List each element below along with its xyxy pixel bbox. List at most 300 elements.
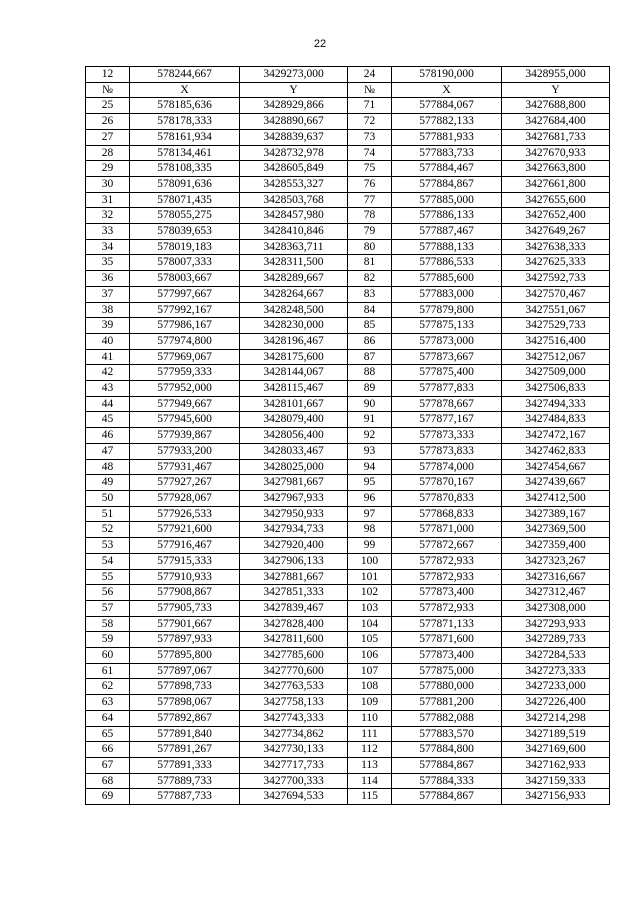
point-number-cell: 26 <box>86 114 130 130</box>
y-coordinate-cell: 3427649,267 <box>502 224 610 240</box>
point-number-cell: 29 <box>86 161 130 177</box>
y-coordinate-cell: 3427785,600 <box>240 648 348 664</box>
y-coordinate-cell: 3428056,400 <box>240 428 348 444</box>
table-row <box>86 632 610 648</box>
y-coordinate-cell: 3427625,333 <box>502 255 610 271</box>
point-number-cell: 44 <box>86 396 130 412</box>
point-number-cell: 48 <box>86 459 130 475</box>
x-coordinate-cell: 577931,467 <box>130 459 240 475</box>
point-number-cell: 54 <box>86 553 130 569</box>
x-coordinate-cell: 577870,167 <box>392 475 502 491</box>
table-row <box>86 396 610 412</box>
table-row <box>86 239 610 255</box>
x-coordinate-cell: 577910,933 <box>130 569 240 585</box>
point-number-cell: 85 <box>348 318 392 334</box>
point-number-cell: 104 <box>348 616 392 632</box>
y-coordinate-cell: 3427967,933 <box>240 490 348 506</box>
table-row <box>86 600 610 616</box>
x-coordinate-cell: 577969,067 <box>130 349 240 365</box>
y-coordinate-cell: 3427226,400 <box>502 695 610 711</box>
point-number-cell: 59 <box>86 632 130 648</box>
point-number-cell: 78 <box>348 208 392 224</box>
table-row <box>86 522 610 538</box>
y-coordinate-cell: 3427273,333 <box>502 663 610 679</box>
point-number-cell: 96 <box>348 490 392 506</box>
y-coordinate-cell: 3427661,800 <box>502 176 610 192</box>
y-coordinate-cell: 3427694,533 <box>240 789 348 805</box>
x-coordinate-cell: 577875,000 <box>392 663 502 679</box>
x-coordinate-cell: 577881,933 <box>392 129 502 145</box>
point-number-cell: 40 <box>86 333 130 349</box>
point-number-cell: 102 <box>348 585 392 601</box>
point-number-cell: 105 <box>348 632 392 648</box>
y-coordinate-cell: 3427592,733 <box>502 271 610 287</box>
table-row <box>86 161 610 177</box>
x-coordinate-cell: 577877,833 <box>392 381 502 397</box>
y-coordinate-cell: 3427308,000 <box>502 600 610 616</box>
x-coordinate-cell: 577926,533 <box>130 506 240 522</box>
x-coordinate-cell: 577898,067 <box>130 695 240 711</box>
point-number-cell: 79 <box>348 224 392 240</box>
y-coordinate-cell: 3427638,333 <box>502 239 610 255</box>
column-header-number: № <box>348 82 392 98</box>
point-number-cell: 107 <box>348 663 392 679</box>
y-coordinate-cell: 3428890,667 <box>240 114 348 130</box>
point-number-cell: 38 <box>86 302 130 318</box>
x-coordinate-cell: 577883,733 <box>392 145 502 161</box>
table-row <box>86 192 610 208</box>
x-coordinate-cell: 577898,733 <box>130 679 240 695</box>
y-coordinate-cell: 3427484,833 <box>502 412 610 428</box>
y-coordinate-cell: 3427652,400 <box>502 208 610 224</box>
point-number-cell: 58 <box>86 616 130 632</box>
point-number-cell: 64 <box>86 710 130 726</box>
table-row <box>86 176 610 192</box>
table-row <box>86 302 610 318</box>
y-coordinate-cell: 3427284,533 <box>502 648 610 664</box>
x-coordinate-cell: 577873,000 <box>392 333 502 349</box>
y-coordinate-cell: 3427763,533 <box>240 679 348 695</box>
point-number-cell: 93 <box>348 443 392 459</box>
y-coordinate-cell: 3428115,467 <box>240 381 348 397</box>
table-row <box>86 648 610 664</box>
y-coordinate-cell: 3427670,933 <box>502 145 610 161</box>
x-coordinate-cell: 577884,867 <box>392 789 502 805</box>
x-coordinate-cell: 578039,653 <box>130 224 240 240</box>
table-row <box>86 789 610 805</box>
x-coordinate-cell: 577891,333 <box>130 757 240 773</box>
column-header-y: Y <box>240 82 348 98</box>
y-coordinate-cell: 3428101,667 <box>240 396 348 412</box>
point-number-cell: 49 <box>86 475 130 491</box>
x-coordinate-cell: 578134,461 <box>130 145 240 161</box>
y-coordinate-cell: 3427881,667 <box>240 569 348 585</box>
x-coordinate-cell: 577871,133 <box>392 616 502 632</box>
point-number-cell: 92 <box>348 428 392 444</box>
point-number-cell: 32 <box>86 208 130 224</box>
point-number-cell: 91 <box>348 412 392 428</box>
point-number-cell: 82 <box>348 271 392 287</box>
x-coordinate-cell: 577881,200 <box>392 695 502 711</box>
point-number-cell: 72 <box>348 114 392 130</box>
point-number-cell: 90 <box>348 396 392 412</box>
table-row <box>86 616 610 632</box>
x-coordinate-cell: 577949,667 <box>130 396 240 412</box>
x-coordinate-cell: 577884,867 <box>392 176 502 192</box>
table-row <box>86 553 610 569</box>
point-number-cell: 67 <box>86 757 130 773</box>
point-number-cell: 97 <box>348 506 392 522</box>
table-row <box>86 585 610 601</box>
point-number-cell: 73 <box>348 129 392 145</box>
point-number-cell: 27 <box>86 129 130 145</box>
y-coordinate-cell: 3428457,980 <box>240 208 348 224</box>
y-coordinate-cell: 3427950,933 <box>240 506 348 522</box>
x-coordinate-cell: 578161,934 <box>130 129 240 145</box>
y-coordinate-cell: 3428553,327 <box>240 176 348 192</box>
point-number-cell: 12 <box>86 67 130 83</box>
x-coordinate-cell: 577874,000 <box>392 459 502 475</box>
point-number-cell: 24 <box>348 67 392 83</box>
point-number-cell: 80 <box>348 239 392 255</box>
y-coordinate-cell: 3427688,800 <box>502 98 610 114</box>
table-row <box>86 271 610 287</box>
y-coordinate-cell: 3427770,600 <box>240 663 348 679</box>
table-row <box>86 459 610 475</box>
y-coordinate-cell: 3427359,400 <box>502 538 610 554</box>
x-coordinate-cell: 577872,933 <box>392 569 502 585</box>
point-number-cell: 31 <box>86 192 130 208</box>
x-coordinate-cell: 577885,600 <box>392 271 502 287</box>
point-number-cell: 51 <box>86 506 130 522</box>
table-row <box>86 318 610 334</box>
y-coordinate-cell: 3428732,978 <box>240 145 348 161</box>
x-coordinate-cell: 577887,733 <box>130 789 240 805</box>
point-number-cell: 83 <box>348 286 392 302</box>
x-coordinate-cell: 577952,000 <box>130 381 240 397</box>
table-header-row <box>86 82 610 98</box>
y-coordinate-cell: 3428264,667 <box>240 286 348 302</box>
point-number-cell: 45 <box>86 412 130 428</box>
point-number-cell: 50 <box>86 490 130 506</box>
y-coordinate-cell: 3428839,637 <box>240 129 348 145</box>
table-row <box>86 286 610 302</box>
x-coordinate-cell: 577868,833 <box>392 506 502 522</box>
x-coordinate-cell: 577878,667 <box>392 396 502 412</box>
point-number-cell: 109 <box>348 695 392 711</box>
x-coordinate-cell: 577889,733 <box>130 773 240 789</box>
x-coordinate-cell: 577877,167 <box>392 412 502 428</box>
y-coordinate-cell: 3427169,600 <box>502 742 610 758</box>
table-row <box>86 490 610 506</box>
table-row <box>86 506 610 522</box>
y-coordinate-cell: 3427828,400 <box>240 616 348 632</box>
y-coordinate-cell: 3427700,333 <box>240 773 348 789</box>
y-coordinate-cell: 3427439,667 <box>502 475 610 491</box>
y-coordinate-cell: 3427839,467 <box>240 600 348 616</box>
x-coordinate-cell: 578185,636 <box>130 98 240 114</box>
x-coordinate-cell: 577872,933 <box>392 553 502 569</box>
y-coordinate-cell: 3428025,000 <box>240 459 348 475</box>
point-number-cell: 88 <box>348 365 392 381</box>
x-coordinate-cell: 577897,933 <box>130 632 240 648</box>
y-coordinate-cell: 3427981,667 <box>240 475 348 491</box>
x-coordinate-cell: 577879,800 <box>392 302 502 318</box>
point-number-cell: 62 <box>86 679 130 695</box>
x-coordinate-cell: 577986,167 <box>130 318 240 334</box>
x-coordinate-cell: 577891,267 <box>130 742 240 758</box>
table-row <box>86 475 610 491</box>
x-coordinate-cell: 577908,867 <box>130 585 240 601</box>
y-coordinate-cell: 3428196,467 <box>240 333 348 349</box>
table-row <box>86 145 610 161</box>
point-number-cell: 75 <box>348 161 392 177</box>
point-number-cell: 60 <box>86 648 130 664</box>
point-number-cell: 103 <box>348 600 392 616</box>
y-coordinate-cell: 3427312,467 <box>502 585 610 601</box>
y-coordinate-cell: 3427214,298 <box>502 710 610 726</box>
x-coordinate-cell: 577887,467 <box>392 224 502 240</box>
table-row <box>86 773 610 789</box>
y-coordinate-cell: 3427655,600 <box>502 192 610 208</box>
column-header-x: X <box>130 82 240 98</box>
x-coordinate-cell: 577883,000 <box>392 286 502 302</box>
x-coordinate-cell: 577891,840 <box>130 726 240 742</box>
y-coordinate-cell: 3427734,862 <box>240 726 348 742</box>
point-number-cell: 30 <box>86 176 130 192</box>
point-number-cell: 56 <box>86 585 130 601</box>
point-number-cell: 114 <box>348 773 392 789</box>
point-number-cell: 35 <box>86 255 130 271</box>
y-coordinate-cell: 3428410,846 <box>240 224 348 240</box>
point-number-cell: 25 <box>86 98 130 114</box>
x-coordinate-cell: 577884,800 <box>392 742 502 758</box>
y-coordinate-cell: 3427189,519 <box>502 726 610 742</box>
point-number-cell: 69 <box>86 789 130 805</box>
point-number-cell: 61 <box>86 663 130 679</box>
point-number-cell: 68 <box>86 773 130 789</box>
y-coordinate-cell: 3427730,133 <box>240 742 348 758</box>
table-row <box>86 381 610 397</box>
x-coordinate-cell: 577997,667 <box>130 286 240 302</box>
point-number-cell: 65 <box>86 726 130 742</box>
y-coordinate-cell: 3427717,733 <box>240 757 348 773</box>
x-coordinate-cell: 577959,333 <box>130 365 240 381</box>
x-coordinate-cell: 577895,800 <box>130 648 240 664</box>
point-number-cell: 28 <box>86 145 130 161</box>
point-number-cell: 43 <box>86 381 130 397</box>
y-coordinate-cell: 3427512,067 <box>502 349 610 365</box>
y-coordinate-cell: 3427506,833 <box>502 381 610 397</box>
x-coordinate-cell: 577905,733 <box>130 600 240 616</box>
y-coordinate-cell: 3427758,133 <box>240 695 348 711</box>
y-coordinate-cell: 3427509,000 <box>502 365 610 381</box>
x-coordinate-cell: 577882,088 <box>392 710 502 726</box>
point-number-cell: 99 <box>348 538 392 554</box>
y-coordinate-cell: 3427906,133 <box>240 553 348 569</box>
y-coordinate-cell: 3428175,600 <box>240 349 348 365</box>
table-row <box>86 114 610 130</box>
y-coordinate-cell: 3428363,711 <box>240 239 348 255</box>
x-coordinate-cell: 577884,467 <box>392 161 502 177</box>
x-coordinate-cell: 577897,067 <box>130 663 240 679</box>
table-row <box>86 679 610 695</box>
point-number-cell: 84 <box>348 302 392 318</box>
x-coordinate-cell: 577872,667 <box>392 538 502 554</box>
y-coordinate-cell: 3428248,500 <box>240 302 348 318</box>
table-row <box>86 98 610 114</box>
point-number-cell: 36 <box>86 271 130 287</box>
point-number-cell: 55 <box>86 569 130 585</box>
point-number-cell: 41 <box>86 349 130 365</box>
x-coordinate-cell: 577992,167 <box>130 302 240 318</box>
x-coordinate-cell: 578071,435 <box>130 192 240 208</box>
x-coordinate-cell: 577884,867 <box>392 757 502 773</box>
point-number-cell: 112 <box>348 742 392 758</box>
point-number-cell: 95 <box>348 475 392 491</box>
table-row <box>86 443 610 459</box>
x-coordinate-cell: 578003,667 <box>130 271 240 287</box>
x-coordinate-cell: 577933,200 <box>130 443 240 459</box>
x-coordinate-cell: 577870,833 <box>392 490 502 506</box>
y-coordinate-cell: 3428955,000 <box>502 67 610 83</box>
x-coordinate-cell: 577885,000 <box>392 192 502 208</box>
x-coordinate-cell: 577884,067 <box>392 98 502 114</box>
y-coordinate-cell: 3427454,667 <box>502 459 610 475</box>
table-row <box>86 757 610 773</box>
x-coordinate-cell: 577974,800 <box>130 333 240 349</box>
y-coordinate-cell: 3427851,333 <box>240 585 348 601</box>
column-header-y: Y <box>502 82 610 98</box>
page-number: 22 <box>313 38 327 50</box>
y-coordinate-cell: 3427920,400 <box>240 538 348 554</box>
table-row <box>86 208 610 224</box>
x-coordinate-cell: 577886,533 <box>392 255 502 271</box>
point-number-cell: 108 <box>348 679 392 695</box>
y-coordinate-cell: 3427462,833 <box>502 443 610 459</box>
point-number-cell: 106 <box>348 648 392 664</box>
y-coordinate-cell: 3427323,267 <box>502 553 610 569</box>
point-number-cell: 101 <box>348 569 392 585</box>
y-coordinate-cell: 3427551,067 <box>502 302 610 318</box>
x-coordinate-cell: 577921,600 <box>130 522 240 538</box>
table-row <box>86 412 610 428</box>
point-number-cell: 46 <box>86 428 130 444</box>
y-coordinate-cell: 3428929,866 <box>240 98 348 114</box>
y-coordinate-cell: 3428144,067 <box>240 365 348 381</box>
point-number-cell: 94 <box>348 459 392 475</box>
y-coordinate-cell: 3427472,167 <box>502 428 610 444</box>
point-number-cell: 42 <box>86 365 130 381</box>
x-coordinate-cell: 577883,570 <box>392 726 502 742</box>
point-number-cell: 52 <box>86 522 130 538</box>
point-number-cell: 77 <box>348 192 392 208</box>
x-coordinate-cell: 578108,335 <box>130 161 240 177</box>
x-coordinate-cell: 577873,400 <box>392 585 502 601</box>
x-coordinate-cell: 577873,833 <box>392 443 502 459</box>
point-number-cell: 115 <box>348 789 392 805</box>
x-coordinate-cell: 577875,133 <box>392 318 502 334</box>
y-coordinate-cell: 3427289,733 <box>502 632 610 648</box>
y-coordinate-cell: 3427162,933 <box>502 757 610 773</box>
y-coordinate-cell: 3427681,733 <box>502 129 610 145</box>
y-coordinate-cell: 3427316,667 <box>502 569 610 585</box>
x-coordinate-cell: 577882,133 <box>392 114 502 130</box>
table-row <box>86 129 610 145</box>
x-coordinate-cell: 577875,400 <box>392 365 502 381</box>
y-coordinate-cell: 3427159,333 <box>502 773 610 789</box>
y-coordinate-cell: 3427811,600 <box>240 632 348 648</box>
point-number-cell: 71 <box>348 98 392 114</box>
point-number-cell: 33 <box>86 224 130 240</box>
point-number-cell: 87 <box>348 349 392 365</box>
y-coordinate-cell: 3427684,400 <box>502 114 610 130</box>
table-row <box>86 726 610 742</box>
x-coordinate-cell: 577928,067 <box>130 490 240 506</box>
point-number-cell: 34 <box>86 239 130 255</box>
x-coordinate-cell: 577916,467 <box>130 538 240 554</box>
y-coordinate-cell: 3427516,400 <box>502 333 610 349</box>
y-coordinate-cell: 3428079,400 <box>240 412 348 428</box>
x-coordinate-cell: 577884,333 <box>392 773 502 789</box>
y-coordinate-cell: 3427369,500 <box>502 522 610 538</box>
table-row <box>86 663 610 679</box>
point-number-cell: 110 <box>348 710 392 726</box>
x-coordinate-cell: 578007,333 <box>130 255 240 271</box>
x-coordinate-cell: 577873,667 <box>392 349 502 365</box>
y-coordinate-cell: 3428033,467 <box>240 443 348 459</box>
point-number-cell: 81 <box>348 255 392 271</box>
table-row <box>86 695 610 711</box>
y-coordinate-cell: 3427233,000 <box>502 679 610 695</box>
table-row <box>86 349 610 365</box>
x-coordinate-cell: 577939,867 <box>130 428 240 444</box>
x-coordinate-cell: 578019,183 <box>130 239 240 255</box>
table-row <box>86 710 610 726</box>
point-number-cell: 113 <box>348 757 392 773</box>
table-row <box>86 428 610 444</box>
point-number-cell: 74 <box>348 145 392 161</box>
y-coordinate-cell: 3427743,333 <box>240 710 348 726</box>
table-row <box>86 255 610 271</box>
point-number-cell: 47 <box>86 443 130 459</box>
x-coordinate-cell: 578190,000 <box>392 67 502 83</box>
y-coordinate-cell: 3427412,500 <box>502 490 610 506</box>
table-row <box>86 224 610 240</box>
y-coordinate-cell: 3427389,167 <box>502 506 610 522</box>
table-row <box>86 742 610 758</box>
y-coordinate-cell: 3428503,768 <box>240 192 348 208</box>
x-coordinate-cell: 578178,333 <box>130 114 240 130</box>
y-coordinate-cell: 3427529,733 <box>502 318 610 334</box>
column-header-number: № <box>86 82 130 98</box>
y-coordinate-cell: 3427934,733 <box>240 522 348 538</box>
x-coordinate-cell: 577915,333 <box>130 553 240 569</box>
table-row <box>86 538 610 554</box>
table-row <box>86 365 610 381</box>
y-coordinate-cell: 3427156,933 <box>502 789 610 805</box>
point-number-cell: 100 <box>348 553 392 569</box>
point-number-cell: 53 <box>86 538 130 554</box>
y-coordinate-cell: 3428605,849 <box>240 161 348 177</box>
table-row <box>86 333 610 349</box>
coordinates-table <box>85 66 610 805</box>
point-number-cell: 63 <box>86 695 130 711</box>
point-number-cell: 39 <box>86 318 130 334</box>
y-coordinate-cell: 3428230,000 <box>240 318 348 334</box>
y-coordinate-cell: 3428289,667 <box>240 271 348 287</box>
point-number-cell: 37 <box>86 286 130 302</box>
